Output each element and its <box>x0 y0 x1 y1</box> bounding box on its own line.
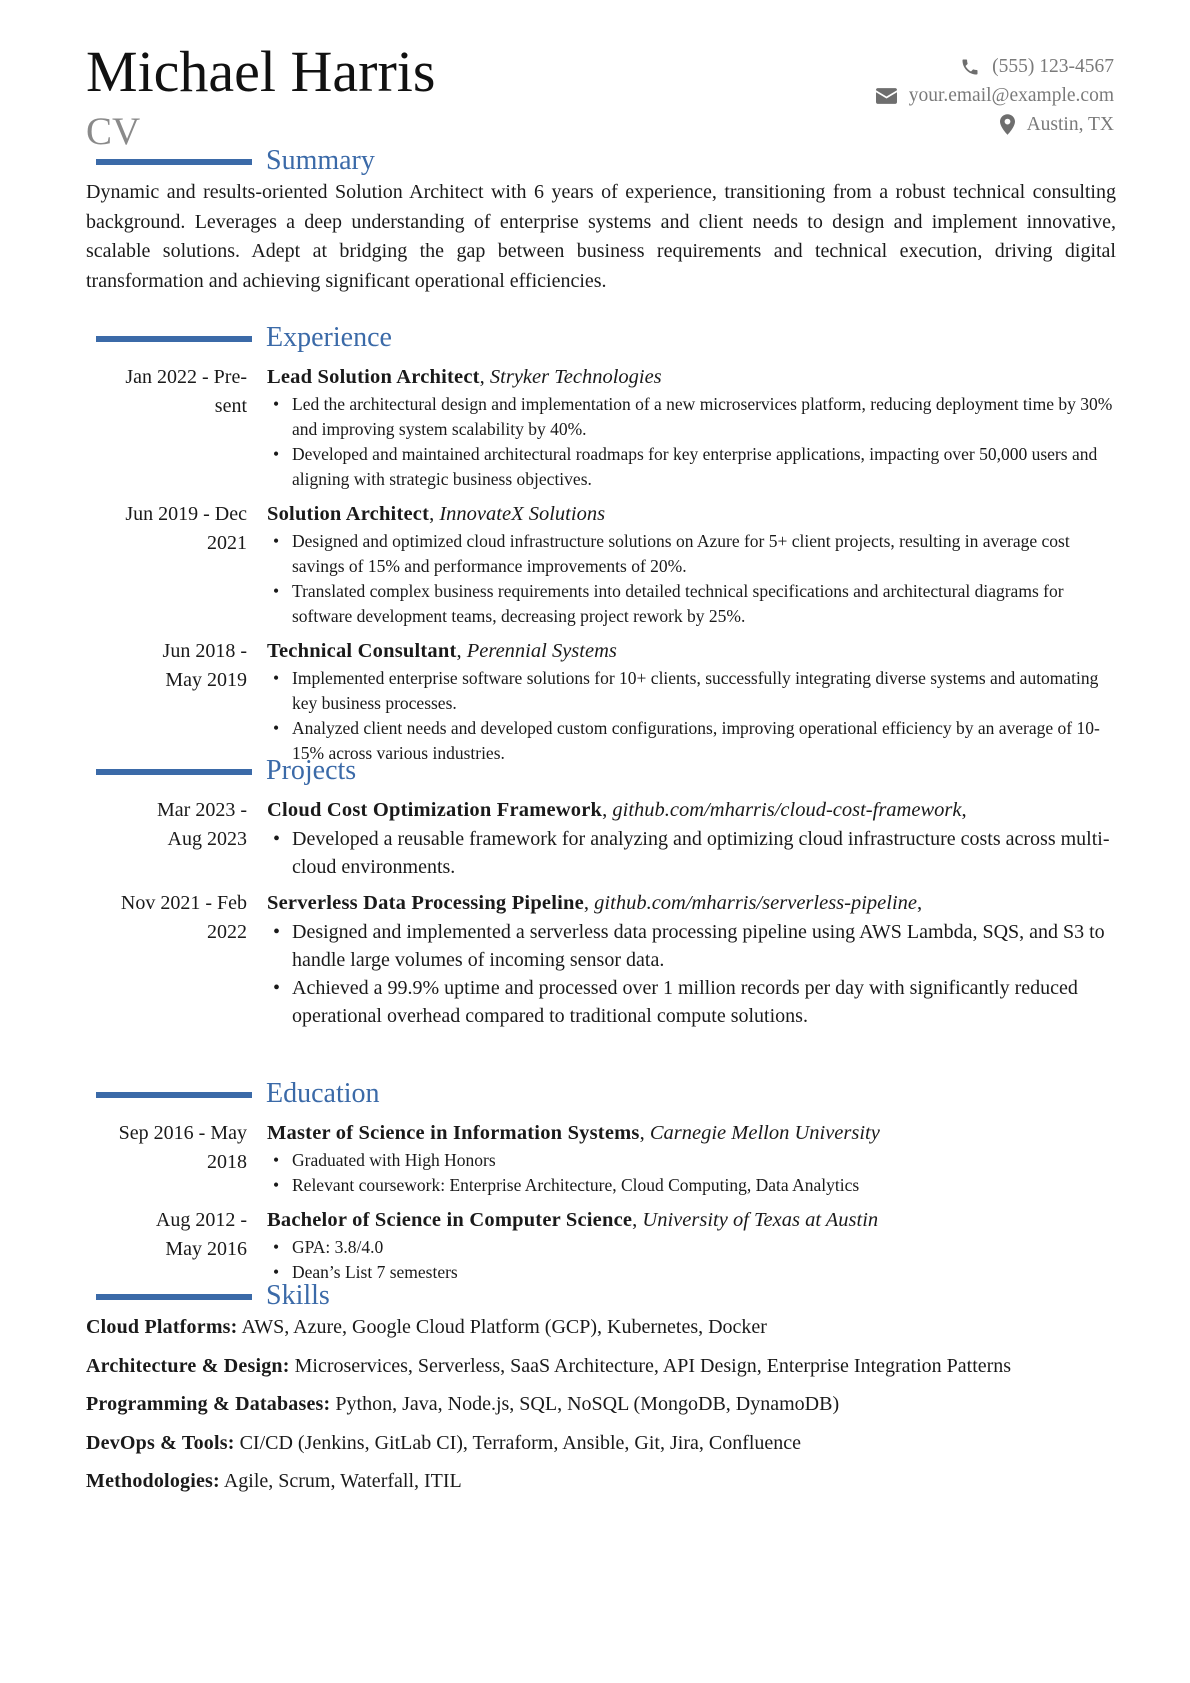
skill-category: DevOps & Tools: <box>86 1431 235 1454</box>
section-header <box>86 1279 1116 1313</box>
project-link[interactable]: github.com/mharris/cloud-cost-framework <box>612 799 962 821</box>
entry-heading: Serverless Data Processing Pipeline, github.com/mharris/serverless-pipeline, <box>267 892 923 914</box>
skill-values: CI/CD (Jenkins, GitLab CI), Terraform, Ansible, Git, Jira, Confluence <box>239 1431 802 1454</box>
bullet-list <box>267 392 1116 492</box>
section-title: Experience <box>266 322 392 353</box>
section-header <box>86 321 1116 355</box>
skill-values: AWS, Azure, Google Cloud Platform (GCP), Kubernetes, Docker <box>241 1316 767 1338</box>
degree-name: Master of Science in Information Systems <box>267 1122 640 1144</box>
contact-location <box>876 110 1114 139</box>
experience-entry <box>86 637 1116 766</box>
skill-line <box>86 1430 1116 1458</box>
entry-date <box>86 796 247 854</box>
date-line: Jun 2019 - Dec <box>125 503 247 525</box>
bullet-item: • Analyzed client needs and developed custom configurations, improving operational efficiency by an average of 10-15% across various industries. <box>267 716 1116 766</box>
map-pin-icon <box>1000 114 1015 135</box>
entry-heading: Technical Consultant, Perennial Systems <box>267 640 617 662</box>
entry-body <box>267 1206 1116 1285</box>
experience-entry <box>86 500 1116 629</box>
bullet-list <box>267 529 1116 629</box>
skill-line <box>86 1391 1116 1419</box>
degree-name: Bachelor of Science in Computer Science <box>267 1209 633 1231</box>
job-title: Technical Consultant <box>267 640 457 662</box>
contact-phone[interactable] <box>876 52 1114 81</box>
entry-heading: Master of Science in Information Systems, Carnegie Mellon University <box>267 1122 880 1144</box>
entry-heading: Solution Architect, InnovateX Solutions <box>267 503 606 525</box>
projects-section <box>86 754 1116 1030</box>
envelope-icon <box>876 88 897 104</box>
section-title: Projects <box>266 755 357 786</box>
bullet-item: • Led the architectural design and implementation of a new microservices platform, reducing deployment time by 30% and improving system scalability by 40%. <box>267 392 1116 442</box>
section-header <box>86 754 1116 788</box>
bullet-item: • Implemented enterprise software solutions for 10+ clients, successfully integrating diverse systems and automating key business processes. <box>267 666 1116 716</box>
bullet-item: • GPA: 3.8/4.0 <box>267 1235 1116 1260</box>
company-name: InnovateX Solutions <box>439 503 606 525</box>
bullet-list <box>267 666 1116 766</box>
date-line: 2022 <box>207 921 247 943</box>
job-title: Lead Solution Architect <box>267 366 480 388</box>
experience-section <box>86 321 1116 766</box>
summary-section <box>86 144 1116 296</box>
section-header <box>86 144 1116 178</box>
section-rule <box>96 1294 252 1300</box>
date-line: May 2016 <box>165 1238 247 1260</box>
skill-values: Microservices, Serverless, SaaS Architecture, API Design, Enterprise Integration Patterns <box>294 1354 1012 1377</box>
entry-heading: Bachelor of Science in Computer Science, University of Texas at Austin <box>267 1209 879 1231</box>
date-line: Mar 2023 - <box>157 799 247 821</box>
company-name: Stryker Technologies <box>489 366 662 388</box>
skill-line <box>86 1314 1116 1342</box>
project-link[interactable]: github.com/mharris/serverless-pipeline <box>594 892 918 914</box>
job-title: Solution Architect <box>267 503 430 525</box>
date-line: 2021 <box>207 532 247 554</box>
contact-block <box>876 52 1114 139</box>
entry-date <box>86 889 247 947</box>
section-header <box>86 1077 1116 1111</box>
date-line: Sep 2016 - May <box>118 1122 247 1144</box>
entry-heading: Cloud Cost Optimization Framework, github.com/mharris/cloud-cost-framework, <box>267 799 967 821</box>
date-line: Aug 2012 - <box>155 1209 247 1231</box>
project-name: Cloud Cost Optimization Framework <box>267 799 603 821</box>
skill-values: Agile, Scrum, Waterfall, ITIL <box>223 1470 462 1492</box>
entry-date <box>86 1119 247 1177</box>
date-line: sent <box>214 395 247 417</box>
phone-icon <box>960 57 980 77</box>
bullet-list <box>267 918 1116 1030</box>
skill-category: Cloud Platforms: <box>86 1316 238 1338</box>
summary-text: Dynamic and results-oriented Solution Architect with 6 years of experience, transitioning from a robust technical consulting background. Leverages a deep understanding of enterprise systems and client needs to design and implement innovative, scalable solutions. Adept at bridging the gap between business requirements and technical execution, driving digital transformation and achieving significant operational efficiencies. <box>86 181 1116 292</box>
section-title: Skills <box>266 1280 330 1311</box>
skill-category: Programming & Databases: <box>86 1393 331 1415</box>
document-type: CV <box>86 110 141 153</box>
section-title: Education <box>266 1078 380 1109</box>
school-name: University of Texas at Austin <box>642 1209 879 1231</box>
skills-section <box>86 1279 1116 1507</box>
skills-list <box>86 1314 1116 1496</box>
phone-text: (555) 123-4567 <box>992 56 1114 77</box>
bullet-item: • Translated complex business requirements into detailed technical specifications and architectural diagrams for software development teams, decreasing project rework by 25%. <box>267 579 1116 629</box>
company-name: Perennial Systems <box>466 640 617 662</box>
bullet-item: • Developed a reusable framework for analyzing and optimizing cloud infrastructure costs across multi-cloud environments. <box>267 825 1116 881</box>
skill-category: Methodologies: <box>86 1470 220 1492</box>
bullet-item: • Designed and optimized cloud infrastructure solutions on Azure for 5+ client projects, resulting in average cost savings of 15% and performance improvements of 20%. <box>267 529 1116 579</box>
skill-category: Architecture & Design: <box>86 1354 290 1377</box>
bullet-list <box>267 1235 1116 1285</box>
bullet-item: • Dean’s List 7 semesters <box>267 1260 1116 1285</box>
date-line: Nov 2021 - Feb <box>120 892 247 914</box>
skill-values: Python, Java, Node.js, SQL, NoSQL (MongoDB, DynamoDB) <box>335 1393 840 1415</box>
section-rule <box>96 336 252 342</box>
entry-body <box>267 1119 1116 1198</box>
skill-line <box>86 1353 1116 1381</box>
skill-line <box>86 1468 1116 1496</box>
entry-body <box>267 796 1116 881</box>
section-rule <box>96 769 252 775</box>
date-line: Jun 2018 - <box>162 640 247 662</box>
bullet-list <box>267 1148 1116 1198</box>
entry-date <box>86 1206 247 1264</box>
bullet-item: • Graduated with High Honors <box>267 1148 1116 1173</box>
entry-date <box>86 637 247 695</box>
bullet-item: • Achieved a 99.9% uptime and processed over 1 million records per day with significantly reduced operational overhead compared to traditional compute solutions. <box>267 974 1116 1030</box>
bullet-item: • Designed and implemented a serverless data processing pipeline using AWS Lambda, SQS, and S3 to handle large volumes of incoming sensor data. <box>267 918 1116 974</box>
school-name: Carnegie Mellon University <box>649 1122 880 1144</box>
location-text: Austin, TX <box>1026 114 1114 135</box>
entry-date <box>86 500 247 558</box>
entry-body <box>267 889 1116 1030</box>
experience-entry <box>86 363 1116 492</box>
project-entry <box>86 796 1116 881</box>
bullet-item: • Relevant coursework: Enterprise Architecture, Cloud Computing, Data Analytics <box>267 1173 1116 1198</box>
entry-body <box>267 363 1116 492</box>
bullet-item: • Developed and maintained architectural roadmaps for key enterprise applications, impacting over 50,000 users and aligning with strategic business objectives. <box>267 442 1116 492</box>
contact-email[interactable] <box>876 81 1114 110</box>
education-section <box>86 1077 1116 1285</box>
date-line: Aug 2023 <box>167 828 247 850</box>
date-line: Jan 2022 - Pre- <box>125 366 247 388</box>
project-entry <box>86 889 1116 1030</box>
candidate-name: Michael Harris <box>86 39 436 104</box>
project-name: Serverless Data Processing Pipeline <box>267 892 584 914</box>
entry-body <box>267 500 1116 629</box>
education-entry <box>86 1119 1116 1198</box>
date-line: May 2019 <box>165 669 247 691</box>
entry-body <box>267 637 1116 766</box>
date-line: 2018 <box>207 1151 247 1173</box>
section-title: Summary <box>266 145 375 176</box>
entry-date <box>86 363 247 421</box>
bullet-list <box>267 825 1116 881</box>
section-rule <box>96 159 252 165</box>
education-entry <box>86 1206 1116 1285</box>
email-text: your.email@example.com <box>908 85 1114 106</box>
section-rule <box>96 1092 252 1098</box>
entry-heading: Lead Solution Architect, Stryker Technologies <box>267 366 662 388</box>
